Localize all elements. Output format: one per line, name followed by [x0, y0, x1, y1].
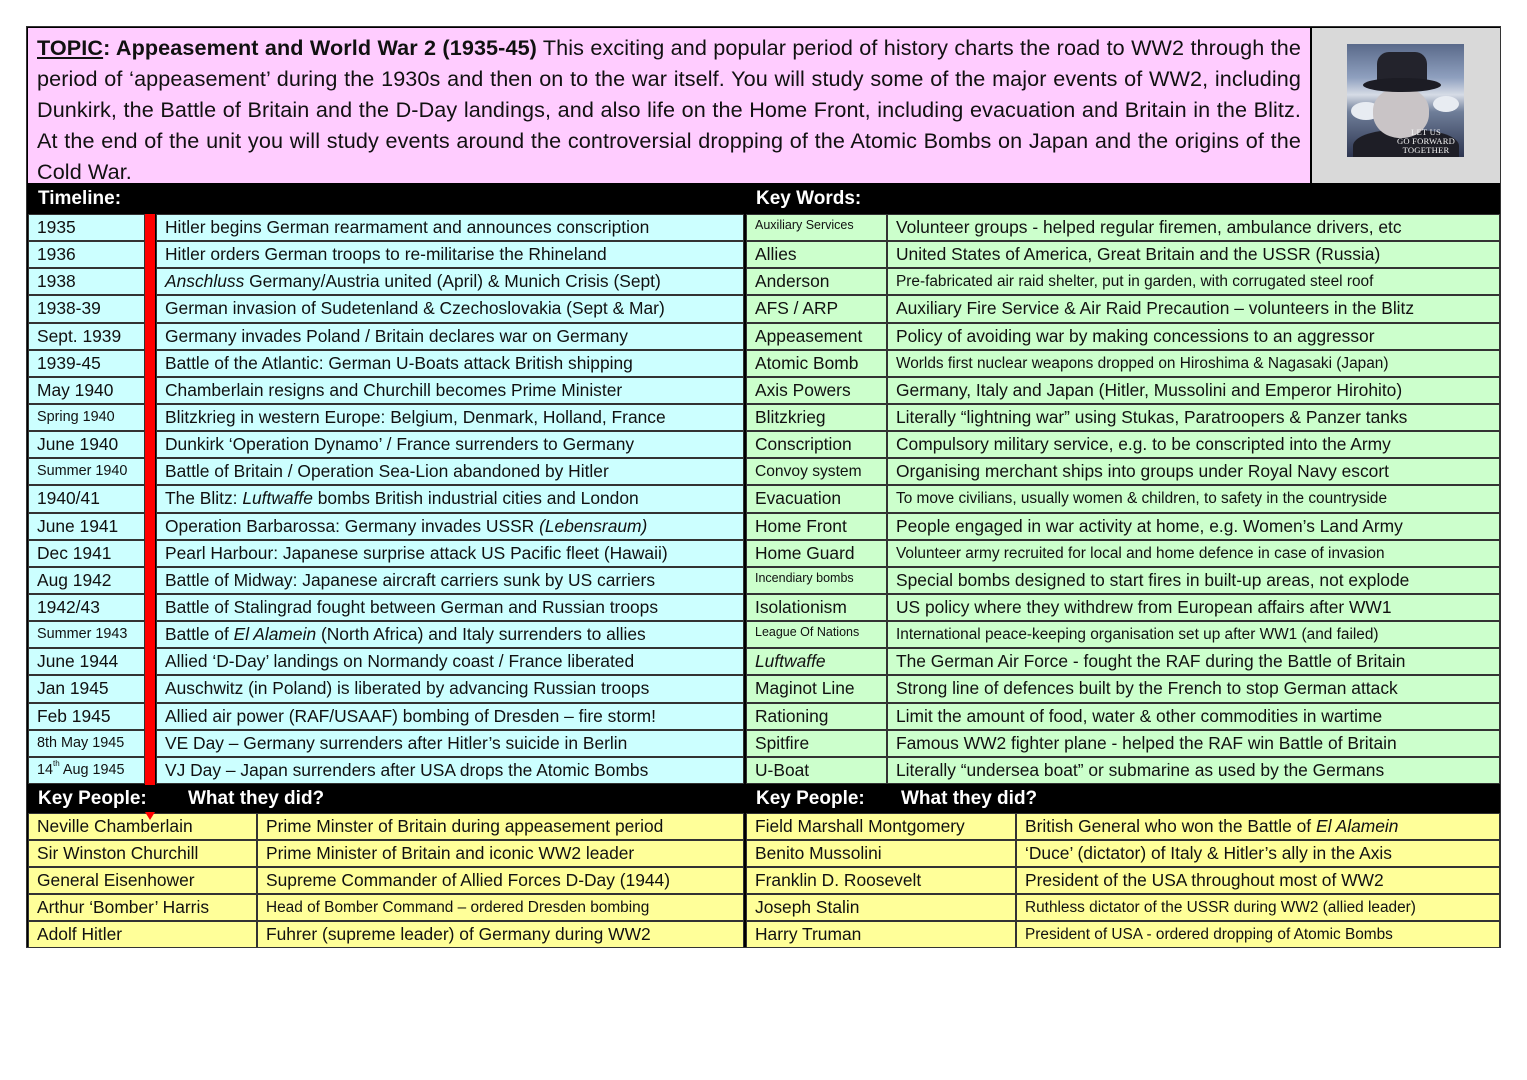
- term-text: Blitzkrieg: [755, 407, 826, 427]
- definition-text: United States of America, Great Britain and the USSR (Russia): [896, 244, 1381, 264]
- key-word-definition: [887, 241, 1500, 268]
- person-role-text: ‘Duce’ (dictator) of Italy & Hitler’s ally in the Axis: [1025, 843, 1392, 863]
- person-name-text: Franklin D. Roosevelt: [755, 870, 922, 890]
- timeline-date: [28, 485, 145, 513]
- definition-text: Organising merchant ships into groups under Royal Navy escort: [896, 461, 1389, 481]
- key-person-role: [1016, 867, 1500, 894]
- key-word-definition: [887, 323, 1500, 350]
- term-text: Luftwaffe: [755, 651, 826, 671]
- term-text: Anderson: [755, 271, 830, 291]
- key-word-term: [746, 513, 887, 540]
- key-words-heading: Key Words:: [746, 185, 1500, 213]
- timeline-date: [28, 540, 145, 567]
- definition-text: US policy where they withdrew from European affairs after WW1: [896, 597, 1392, 617]
- event-text: Blitzkrieg in western Europe: Belgium, Denmark, Holland, France: [165, 407, 666, 427]
- event-text: VE Day – Germany surrenders after Hitler’s suicide in Berlin: [165, 733, 628, 753]
- timeline-date: [28, 458, 145, 485]
- person-role-text: British General who won the Battle of: [1025, 816, 1316, 836]
- person-name-text: Harry Truman: [755, 924, 862, 944]
- term-text: Atomic Bomb: [755, 353, 859, 373]
- person-role-text: Supreme Commander of Allied Forces D-Day (1944): [266, 870, 671, 890]
- key-person-name: [746, 867, 1016, 894]
- definition-text: Policy of avoiding war by making concessions to an aggressor: [896, 326, 1375, 346]
- event-italic-text: (Lebensraum): [539, 516, 648, 536]
- timeline-date: [28, 350, 145, 377]
- topic-description: This exciting and popular period of history charts the road to WW2 through the period of ‘appeasement’ during the 1930s and then on to the war itself. You will study some of the major events of WW2, including Dunkirk, the Battle of Britain and the D-Day landings, and also life on the Home Front, including evacuation and Britain in the Blitz. At the end of the unit you will study events around the controversial dropping of the Atomic Bombs on Japan and the origins of the Cold War.: [37, 35, 1301, 184]
- key-people-left-heading: Key People: What they did?: [28, 785, 744, 812]
- key-person-role: [257, 840, 744, 867]
- timeline-event: [156, 513, 744, 540]
- term-text: AFS / ARP: [755, 298, 839, 318]
- date-text: Sept. 1939: [37, 326, 122, 346]
- timeline-event: [156, 431, 744, 458]
- key-word-definition: [887, 594, 1500, 621]
- date-text: 1942/43: [37, 597, 100, 617]
- churchill-poster-panel: [1312, 28, 1500, 183]
- timeline-date: [28, 377, 145, 404]
- event-text: The Blitz:: [165, 488, 243, 508]
- key-person-name: [28, 867, 257, 894]
- timeline-event: [156, 485, 744, 513]
- topic-title: Appeasement and World War 2 (1935-45): [115, 35, 537, 60]
- key-word-term: [746, 621, 887, 648]
- key-word-term: [746, 214, 887, 241]
- topic-colon: :: [103, 35, 116, 60]
- timeline-date: [28, 241, 145, 268]
- key-word-definition: [887, 485, 1500, 513]
- person-role-text: President of the USA throughout most of WW2: [1025, 870, 1384, 890]
- person-name-text: Benito Mussolini: [755, 843, 882, 863]
- timeline-date: [28, 431, 145, 458]
- key-word-term: [746, 757, 887, 784]
- timeline-heading: Timeline:: [28, 185, 744, 213]
- key-word-definition: [887, 648, 1500, 675]
- event-text: Germany invades Poland / Britain declares war on Germany: [165, 326, 629, 346]
- event-text: Germany/Austria united (April) & Munich Crisis (Sept): [244, 271, 661, 291]
- timeline-event: [156, 567, 744, 594]
- key-word-definition: [887, 757, 1500, 784]
- event-text: Battle of: [165, 624, 234, 644]
- date-text: 14: [37, 762, 54, 778]
- term-text: Convoy system: [755, 463, 862, 480]
- key-word-term: [746, 431, 887, 458]
- person-name-text: Sir Winston Churchill: [37, 843, 199, 863]
- timeline-date: [28, 757, 145, 784]
- timeline-event: [156, 703, 744, 730]
- event-text: Pearl Harbour: Japanese surprise attack US Pacific fleet (Hawaii): [165, 543, 668, 563]
- key-person-role: [1016, 921, 1500, 948]
- event-text: German invasion of Sudetenland & Czechoslovakia (Sept & Mar): [165, 298, 665, 318]
- date-text: 1940/41: [37, 488, 100, 508]
- event-text: Auschwitz (in Poland) is liberated by advancing Russian troops: [165, 678, 650, 698]
- key-word-term: [746, 675, 887, 703]
- event-text: Allied air power (RAF/USAAF) bombing of Dresden – fire storm!: [165, 706, 656, 726]
- person-role-text: Head of Bomber Command – ordered Dresden bombing: [266, 899, 650, 916]
- key-person-name: [28, 921, 257, 948]
- date-superscript: th: [53, 759, 60, 768]
- date-text: Summer 1943: [37, 626, 128, 642]
- key-person-name: [746, 840, 1016, 867]
- definition-text: The German Air Force - fought the RAF during the Battle of Britain: [896, 651, 1406, 671]
- key-people-left-subheading: What they did?: [188, 788, 325, 809]
- timeline-event: [156, 295, 744, 323]
- date-text: Spring 1940: [37, 409, 115, 425]
- person-role-text: President of USA - ordered dropping of Atomic Bombs: [1025, 926, 1393, 943]
- term-text: Spitfire: [755, 733, 810, 753]
- term-text: Auxiliary Services: [755, 218, 854, 232]
- term-text: Incendiary bombs: [755, 571, 854, 585]
- person-name-text: Joseph Stalin: [755, 897, 860, 917]
- key-word-definition: [887, 540, 1500, 567]
- date-text: 1935: [37, 217, 76, 237]
- person-name-text: Adolf Hitler: [37, 924, 123, 944]
- key-word-definition: [887, 730, 1500, 757]
- date-text: 1938: [37, 271, 76, 291]
- event-text: Allied ‘D-Day’ landings on Normandy coast / France liberated: [165, 651, 635, 671]
- definition-text: Auxiliary Fire Service & Air Raid Precaution – volunteers in the Blitz: [896, 298, 1415, 318]
- churchill-poster-image: [1347, 44, 1464, 157]
- key-word-definition: [887, 268, 1500, 295]
- key-word-definition: [887, 513, 1500, 540]
- definition-text: Literally “undersea boat” or submarine as used by the Germans: [896, 760, 1385, 780]
- person-name-text: General Eisenhower: [37, 870, 195, 890]
- person-role-text: Prime Minster of Britain during appeasement period: [266, 816, 664, 836]
- timeline-date: [28, 675, 145, 703]
- timeline-date: [28, 594, 145, 621]
- key-word-term: [746, 703, 887, 730]
- definition-text: Literally “lightning war” using Stukas, Paratroopers & Panzer tanks: [896, 407, 1408, 427]
- key-word-term: [746, 594, 887, 621]
- key-word-term: [746, 241, 887, 268]
- key-person-name: [28, 894, 257, 921]
- key-person-role: [257, 921, 744, 948]
- definition-text: Strong line of defences built by the French to stop German attack: [896, 678, 1398, 698]
- timeline-event: [156, 241, 744, 268]
- key-person-role: [1016, 813, 1500, 840]
- key-word-term: [746, 377, 887, 404]
- timeline-event: [156, 621, 744, 648]
- timeline-date: [28, 621, 145, 648]
- person-name-text: Arthur ‘Bomber’ Harris: [37, 897, 210, 917]
- topic-intro: [28, 28, 1310, 183]
- timeline-date: [28, 513, 145, 540]
- person-role-text: Ruthless dictator of the USSR during WW2 (allied leader): [1025, 899, 1416, 916]
- timeline-date: [28, 567, 145, 594]
- key-person-role: [257, 894, 744, 921]
- timeline-event: [156, 540, 744, 567]
- event-text: Battle of Stalingrad fought between German and Russian troops: [165, 597, 659, 617]
- person-role-italic-text: El Alamein: [1315, 816, 1399, 836]
- event-italic-text: Anschluss: [165, 271, 245, 291]
- definition-text: People engaged in war activity at home, e.g. Women’s Land Army: [896, 516, 1403, 536]
- timeline-event: [156, 268, 744, 295]
- date-text: Aug 1945: [59, 762, 125, 778]
- timeline-event: [156, 458, 744, 485]
- person-name-text: Field Marshall Montgomery: [755, 816, 965, 836]
- event-text: Chamberlain resigns and Churchill becomes Prime Minister: [165, 380, 623, 400]
- term-text: Evacuation: [755, 488, 842, 508]
- key-person-name: [746, 813, 1016, 840]
- person-role-text: Prime Minister of Britain and iconic WW2 leader: [266, 843, 635, 863]
- key-person-role: [257, 867, 744, 894]
- event-text: Battle of the Atlantic: German U-Boats attack British shipping: [165, 353, 633, 373]
- key-word-term: [746, 404, 887, 431]
- key-word-definition: [887, 621, 1500, 648]
- timeline-event: [156, 594, 744, 621]
- timeline-date: [28, 730, 145, 757]
- timeline-event: [156, 675, 744, 703]
- timeline-event: [156, 730, 744, 757]
- key-word-term: [746, 458, 887, 485]
- event-text: Operation Barbarossa: Germany invades USSR: [165, 516, 540, 536]
- key-word-term: [746, 350, 887, 377]
- key-word-definition: [887, 295, 1500, 323]
- date-text: June 1941: [37, 516, 119, 536]
- timeline-date: [28, 323, 145, 350]
- event-text: Dunkirk ‘Operation Dynamo’ / France surrenders to Germany: [165, 434, 635, 454]
- timeline-event: [156, 404, 744, 431]
- term-text: Isolationism: [755, 597, 847, 617]
- term-text: Appeasement: [755, 326, 863, 346]
- term-text: Home Front: [755, 516, 847, 536]
- date-text: June 1944: [37, 651, 119, 671]
- key-word-term: [746, 540, 887, 567]
- key-person-role: [1016, 894, 1500, 921]
- event-text: bombs British industrial cities and London: [312, 488, 639, 508]
- event-text: Hitler orders German troops to re-militarise the Rhineland: [165, 244, 607, 264]
- definition-text: Compulsory military service, e.g. to be conscripted into the Army: [896, 434, 1391, 454]
- key-person-role: [257, 813, 744, 840]
- poster-caption: LET US GO FORWARD TOGETHER: [1396, 127, 1456, 155]
- event-text: Battle of Britain / Operation Sea-Lion abandoned by Hitler: [165, 461, 609, 481]
- key-word-term: [746, 648, 887, 675]
- event-text: VJ Day – Japan surrenders after USA drops the Atomic Bombs: [165, 760, 649, 780]
- date-text: 1938-39: [37, 298, 101, 318]
- term-text: Axis Powers: [755, 380, 851, 400]
- key-word-definition: [887, 404, 1500, 431]
- term-text: League Of Nations: [755, 625, 860, 639]
- key-person-name: [746, 921, 1016, 948]
- key-word-definition: [887, 675, 1500, 703]
- key-word-term: [746, 730, 887, 757]
- date-text: May 1940: [37, 380, 114, 400]
- person-role-text: Fuhrer (supreme leader) of Germany during WW2: [266, 924, 651, 944]
- key-word-term: [746, 268, 887, 295]
- term-text: Maginot Line: [755, 678, 855, 698]
- timeline-event: [156, 323, 744, 350]
- term-text: Conscription: [755, 434, 852, 454]
- definition-text: Pre-fabricated air raid shelter, put in garden, with corrugated steel roof: [896, 273, 1374, 290]
- event-text: (North Africa) and Italy surrenders to allies: [316, 624, 646, 644]
- definition-text: Volunteer army recruited for local and home defence in case of invasion: [896, 545, 1385, 562]
- date-text: June 1940: [37, 434, 119, 454]
- key-people-right-heading: Key People: What they did?: [746, 785, 1500, 812]
- key-person-name: [746, 894, 1016, 921]
- timeline-event: [156, 757, 744, 784]
- date-text: Feb 1945: [37, 706, 111, 726]
- key-word-definition: [887, 350, 1500, 377]
- key-word-term: [746, 323, 887, 350]
- timeline-event: [156, 350, 744, 377]
- key-word-definition: [887, 431, 1500, 458]
- timeline-date: [28, 404, 145, 431]
- definition-text: Special bombs designed to start fires in built-up areas, not explode: [896, 570, 1410, 590]
- definition-text: Famous WW2 fighter plane - helped the RAF win Battle of Britain: [896, 733, 1397, 753]
- timeline-date: [28, 648, 145, 675]
- key-person-name: [28, 840, 257, 867]
- definition-text: Germany, Italy and Japan (Hitler, Mussolini and Emperor Hirohito): [896, 380, 1403, 400]
- definition-text: Worlds first nuclear weapons dropped on Hiroshima & Nagasaki (Japan): [896, 355, 1389, 372]
- date-text: Summer 1940: [37, 463, 128, 479]
- key-word-term: [746, 485, 887, 513]
- event-text: Battle of Midway: Japanese aircraft carriers sunk by US carriers: [165, 570, 656, 590]
- definition-text: Limit the amount of food, water & other commodities in wartime: [896, 706, 1383, 726]
- key-word-definition: [887, 458, 1500, 485]
- key-word-definition: [887, 703, 1500, 730]
- timeline-event: [156, 648, 744, 675]
- event-italic-text: Luftwaffe: [242, 488, 313, 508]
- timeline-date: [28, 295, 145, 323]
- key-word-definition: [887, 214, 1500, 241]
- date-text: Aug 1942: [37, 570, 112, 590]
- event-text: Hitler begins German rearmament and announces conscription: [165, 217, 650, 237]
- timeline-event: [156, 214, 744, 241]
- date-text: 1936: [37, 244, 76, 264]
- term-text: Home Guard: [755, 543, 855, 563]
- timeline-arrow-shaft: [145, 214, 155, 806]
- date-text: 1939-45: [37, 353, 101, 373]
- date-text: Jan 1945: [37, 678, 109, 698]
- person-name-text: Neville Chamberlain: [37, 816, 193, 836]
- key-word-term: [746, 567, 887, 594]
- date-text: 8th May 1945: [37, 735, 125, 751]
- timeline-date: [28, 214, 145, 241]
- key-word-term: [746, 295, 887, 323]
- timeline-date: [28, 703, 145, 730]
- topic-label: TOPIC: [37, 35, 104, 60]
- term-text: U-Boat: [755, 760, 810, 780]
- definition-text: Volunteer groups - helped regular firemen, ambulance drivers, etc: [896, 217, 1402, 237]
- key-word-definition: [887, 377, 1500, 404]
- timeline-date: [28, 268, 145, 295]
- timeline-event: [156, 377, 744, 404]
- key-people-right-subheading: What they did?: [901, 788, 1038, 809]
- definition-text: To move civilians, usually women & children, to safety in the countryside: [896, 490, 1388, 507]
- definition-text: International peace-keeping organisation set up after WW1 (and failed): [896, 626, 1379, 643]
- date-text: Dec 1941: [37, 543, 112, 563]
- key-word-definition: [887, 567, 1500, 594]
- event-italic-text: El Alamein: [233, 624, 317, 644]
- term-text: Allies: [755, 244, 797, 264]
- term-text: Rationing: [755, 706, 829, 726]
- key-person-role: [1016, 840, 1500, 867]
